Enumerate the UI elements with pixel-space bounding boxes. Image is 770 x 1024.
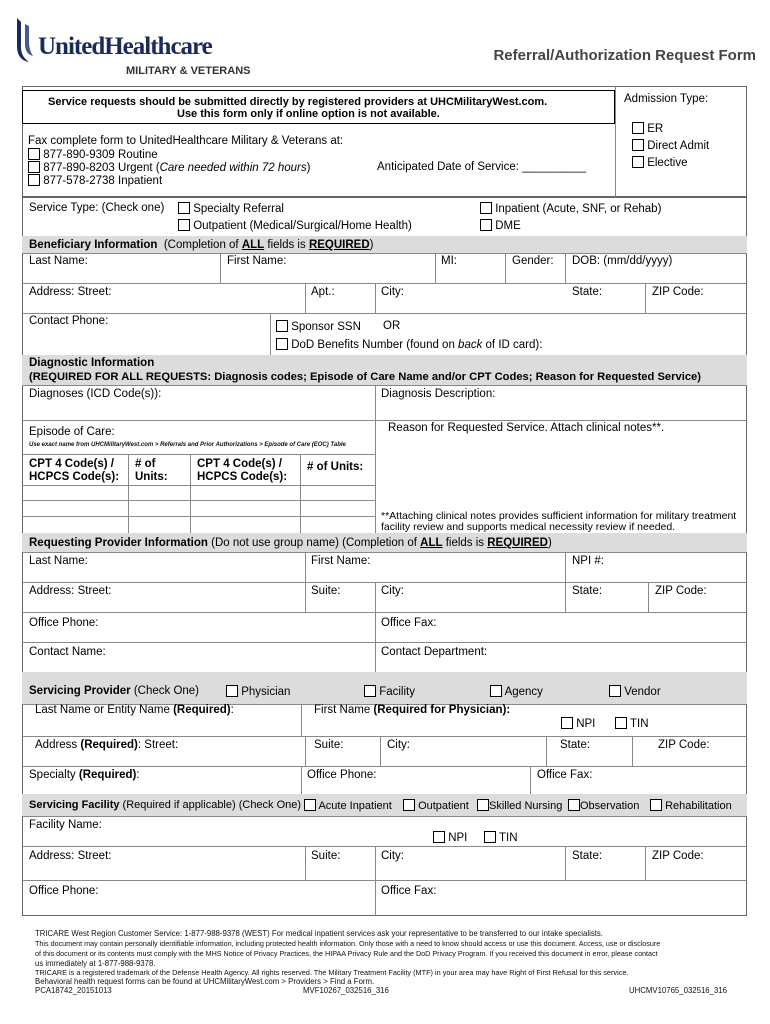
sp-last-name[interactable] [35,704,234,717]
req-a: (Do not use group name) (Completion of [207,537,421,549]
fac-npi[interactable] [433,831,467,845]
routine-checkbox[interactable] [28,148,40,160]
col-line [305,582,306,612]
sp-tin[interactable] [615,717,649,731]
service-type-label: Service Type: (Check one) [29,202,165,214]
col-line [190,454,191,533]
col-line [301,704,302,736]
diagnosis-description[interactable]: Diagnosis Description: [381,388,496,400]
row-line [22,454,375,455]
col-line [648,582,649,612]
sponsor-ssn[interactable] [276,320,361,334]
col-line [375,283,376,313]
req-state[interactable]: State: [572,585,603,597]
outpatient-checkbox[interactable] [178,219,190,231]
col-line [505,253,506,283]
col-line [128,454,129,533]
row-line [22,880,747,881]
col-line [530,766,531,794]
urgent-checkbox[interactable] [28,161,40,173]
urgent-note: Care needed within 72 hours [159,162,307,174]
sp-last-c: : [230,704,234,716]
fax-urgent[interactable] [28,161,310,175]
cpt1-header-a: CPT 4 Code(s) / [29,458,114,470]
req-office-phone[interactable]: Office Phone: [29,617,99,629]
diagnostic-title: Diagnostic Information [29,357,155,369]
fax-inpatient[interactable] [28,174,162,188]
fac-outpatient[interactable] [403,799,469,813]
sp-state[interactable]: State: [560,739,591,751]
col-line [565,582,566,612]
row-line [22,612,747,613]
fac-office-phone[interactable]: Office Phone: [29,885,99,897]
row-line [22,846,747,847]
col-line [435,253,436,283]
col-line [305,552,306,582]
fac-acute[interactable] [304,799,392,813]
inpatient-label: Inpatient (Acute, SNF, or Rehab) [495,203,662,215]
units2-header: # of Units: [307,461,364,473]
outpatient-label: Outpatient (Medical/Surgical/Home Health) [193,220,412,232]
fax-routine[interactable] [28,148,158,162]
sp-spec-a: Specialty [29,769,79,781]
rehab-checkbox[interactable] [650,799,662,811]
sp-vendor[interactable] [609,685,661,699]
inpatient-checkbox[interactable] [480,202,492,214]
direct-admit-label: Direct Admit [647,140,710,152]
fac-rehab[interactable] [650,799,732,813]
servicing-title-text: Servicing Provider [29,685,131,697]
routine-label: 877-890-9309 Routine [43,149,158,161]
fac-npi-label: NPI [448,832,468,844]
attach-note-2: facility review and supports medical necessity review if needed. [381,521,676,533]
col-line [220,253,221,283]
sp-agency[interactable] [490,685,543,699]
row-line [22,816,747,817]
col-line [375,582,376,612]
specialty-label: Specialty Referral [193,203,284,215]
sp-spec-b: (Required) [78,769,137,781]
acute-label: Acute Inpatient [318,800,392,812]
fac-tin[interactable] [484,831,518,845]
row-line [22,552,747,553]
req-c: ) [547,537,552,549]
sp-zip[interactable]: ZIP Code: [658,739,710,751]
physician-label: Physician [241,686,291,698]
er-checkbox[interactable] [632,122,644,134]
sp-physician[interactable] [226,685,290,699]
ben-zip[interactable]: ZIP Code: [652,286,704,298]
diagnostic-subtitle: (REQUIRED FOR ALL REQUESTS: Diagnosis codes; Episode of Care Name and/or CPT Codes; Reason for Requested Service) [29,371,701,383]
ben-mi[interactable]: MI: [441,255,457,267]
specialty-checkbox[interactable] [178,202,190,214]
cpt-row-line [22,516,375,517]
req-required: REQUIRED [487,537,548,549]
ben-city[interactable]: City: [381,286,404,298]
req-zip[interactable]: ZIP Code: [655,585,707,597]
fac-state[interactable]: State: [572,850,603,862]
admission-direct[interactable] [632,139,709,153]
dme-checkbox[interactable] [480,219,492,231]
admission-type-label: Admission Type: [624,93,709,105]
req-suite[interactable]: Suite: [311,585,341,597]
footer-line-2: This document may contain personally identifiable information, including protected health information. Only those with a need to know should access or use this document. Access, use or disclosure [35,939,661,948]
reason-requested[interactable]: Reason for Requested Service. Attach clinical notes**. [388,422,665,434]
footer-code-mid: MVF10267_032516_316 [303,986,389,995]
row-line [22,766,747,767]
fac-address[interactable]: Address: Street: [29,850,112,862]
sp-addr-a: Address [35,739,81,751]
row-line [22,420,747,421]
episode-note: Use exact name from UHCMilitaryWest.com > Referrals and Prior Authorizations > Episode of Care (EOC) Table [29,442,346,448]
dod-b: of ID card): [482,339,543,351]
col-line [546,736,547,766]
inpatient-fax-label: 877-578-2738 Inpatient [43,175,163,187]
rehab-label: Rehabilitation [665,800,732,812]
sp-facility[interactable] [364,685,415,699]
snf-checkbox[interactable] [477,799,489,811]
facility-label: Facility [379,686,415,698]
col-line [300,454,301,533]
united-healthcare-logo-mark [13,16,39,64]
req-a: (Completion of [163,239,242,251]
req-address[interactable]: Address: Street: [29,585,112,597]
sp-first-b: (Required for Physician): [373,704,511,716]
cpt-row-line [22,485,375,486]
col-line [565,846,566,880]
dod-a: DoD Benefits Number (found on [291,339,459,351]
diagnoses-icd[interactable]: Diagnoses (ICD Code(s)): [29,388,162,400]
req-contact-dept[interactable]: Contact Department: [381,646,488,658]
fac-zip[interactable]: ZIP Code: [652,850,704,862]
req-required: REQUIRED [308,239,370,251]
row-line [22,642,747,643]
fac-suite[interactable]: Suite: [311,850,341,862]
sp-npi-checkbox[interactable] [561,717,573,729]
fac-office-fax[interactable]: Office Fax: [381,885,437,897]
admission-divider [615,86,616,198]
facility-checkbox[interactable] [364,685,376,697]
physician-checkbox[interactable] [226,685,238,697]
agency-checkbox[interactable] [490,685,502,697]
footer-code-left: PCA18742_20151013 [35,986,112,995]
row-line [22,582,747,583]
fac-name[interactable]: Facility Name: [29,819,102,831]
logo-subtitle: MILITARY & VETERANS [126,65,251,77]
req-b: fields is [442,537,488,549]
ben-gender[interactable]: Gender: [512,255,554,267]
col-line [565,253,566,283]
footer-line-1: TRICARE West Region Customer Service: 1-877-988-9378 (WEST) For medical inpatient services ask your representative to be transferred to our intake specialists. [35,929,603,938]
sp-suite[interactable]: Suite: [314,739,344,751]
row-line [22,736,747,737]
col-line [301,766,302,794]
ben-phone[interactable]: Contact Phone: [29,315,109,327]
col-line [305,283,306,313]
cpt1-header-b: HCPCS Code(s): [29,471,120,483]
er-label: ER [647,123,664,135]
servicing-check: (Check One) [130,685,200,697]
fac-outpatient-label: Outpatient [418,800,469,812]
observation-label: Observation [580,800,640,812]
footer-code-right: UHCMV10765_032516_316 [629,986,727,995]
req-contact-name[interactable]: Contact Name: [29,646,106,658]
sp-tin-checkbox[interactable] [615,717,627,729]
dod-back: back [458,339,483,351]
units1-header-b: Units: [135,471,168,483]
req-city[interactable]: City: [381,585,404,597]
ben-dob[interactable]: DOB: (mm/dd/yyyy) [572,255,673,267]
row-line [22,283,747,284]
req-last-name[interactable]: Last Name: [29,555,88,567]
col-line [305,736,306,766]
footer-line-3: of this document or its contents must comply with the MHS Notice of Privacy Practices, the HIPAA Privacy Rule and the DoD Privacy Program. If you received this document in error, please contact [35,949,658,958]
logo-wordmark: UnitedHealthcare [38,33,212,60]
col-line [305,846,306,880]
admission-elective[interactable] [632,156,687,170]
requesting-title-text: Requesting Provider Information [29,537,208,549]
cpt2-header-b: HCPCS Code(s): [197,471,288,483]
req-b: fields is [264,239,309,251]
fac-outpatient-checkbox[interactable] [403,799,415,811]
notice-line-2: Use this form only if online option is not available. [177,108,440,120]
urgent-close: ) [306,162,311,174]
vendor-label: Vendor [624,686,661,698]
facility-title-text: Servicing Facility [29,799,120,811]
footer-line-5: TRICARE is a registered trademark of the Defense Health Agency. All rights reserved. The Military Treatment Facility (MTF) in your area may have Right of First Refusal for this service. [35,968,629,977]
col-line [565,552,566,582]
col-line [270,313,271,355]
req-all: ALL [241,239,265,251]
or-label: OR [383,320,401,332]
sponsor-ssn-label: Sponsor SSN [291,321,361,333]
fac-snf[interactable] [477,799,562,813]
sp-specialty[interactable] [29,769,140,782]
beneficiary-title [29,239,373,252]
observation-checkbox[interactable] [568,799,580,811]
sp-addr-c: : Street: [137,739,179,751]
elective-label: Elective [647,157,688,169]
sponsor-ssn-checkbox[interactable] [276,320,288,332]
snf-label: Skilled Nursing [489,800,563,812]
sp-last-b: (Required) [173,704,231,716]
sp-last-a: Last Name or Entity Name [35,704,174,716]
req-c: ) [369,239,374,251]
sp-first-name[interactable] [314,704,510,717]
req-npi[interactable]: NPI #: [572,555,604,567]
footer-line-6: Behavioral health request forms can be found at UHCMilitaryWest.com > Providers > Find a Form. [35,977,375,986]
direct-admit-checkbox[interactable] [632,139,644,151]
col-line [645,846,646,880]
urgent-label: 877-890-8203 Urgent ( [43,162,160,174]
sp-npi-label: NPI [576,718,596,730]
req-first-name[interactable]: First Name: [311,555,371,567]
sp-office-fax[interactable]: Office Fax: [537,769,593,781]
vendor-checkbox[interactable] [609,685,621,697]
fac-npi-checkbox[interactable] [433,831,445,843]
col-line [632,736,633,766]
col-line [375,385,376,533]
fac-observation[interactable] [568,799,639,813]
sp-spec-c: : [136,769,140,781]
sp-address[interactable] [35,739,178,752]
inpatient-fax-checkbox[interactable] [28,174,40,186]
agency-label: Agency [504,686,543,698]
episode-of-care[interactable]: Episode of Care: [29,426,115,438]
outpatient-service[interactable] [178,219,412,233]
inpatient-service[interactable] [480,202,661,216]
units1-header-a: # of [135,458,156,470]
row-line [22,385,747,386]
facility-title [29,799,301,812]
footer-line-4: us immediately at 1-877-988-9378. [35,959,156,968]
row-line [22,253,747,254]
fac-tin-label: TIN [499,832,518,844]
sp-first-a: First Name [314,704,374,716]
ben-first-name[interactable]: First Name: [227,255,287,267]
sp-npi[interactable] [561,717,595,731]
col-line [375,846,376,916]
ben-address[interactable]: Address: Street: [29,286,112,298]
acute-checkbox[interactable] [304,799,316,811]
sp-addr-b: (Required) [80,739,138,751]
req-all: ALL [420,537,443,549]
specialty-referral[interactable] [178,202,284,216]
ben-apt[interactable]: Apt.: [311,286,335,298]
req-office-fax[interactable]: Office Fax: [381,617,437,629]
dme-label: DME [495,220,521,232]
fax-intro: Fax complete form to UnitedHealthcare Military & Veterans at: [28,135,344,147]
cpt2-header-a: CPT 4 Code(s) / [197,458,282,470]
dme-service[interactable] [480,219,521,233]
attach-note-1: **Attaching clinical notes provides sufficient information for military treatment [381,510,737,522]
ben-last-name[interactable]: Last Name: [29,255,88,267]
form-title: Referral/Authorization Request Form [493,47,756,64]
sp-office-phone[interactable]: Office Phone: [307,769,377,781]
servicing-title [29,685,199,698]
row-line [22,313,747,314]
anticipated-date[interactable]: Anticipated Date of Service: __________ [377,161,587,173]
dod-benefits[interactable] [276,338,542,352]
cpt-row-line [22,500,375,501]
requesting-title [29,537,552,550]
beneficiary-title-text: Beneficiary Information [29,239,158,251]
fac-tin-checkbox[interactable] [484,831,496,843]
fac-city[interactable]: City: [381,850,404,862]
col-line [380,736,381,766]
facility-note: (Required if applicable) (Check One) [119,799,302,811]
sp-tin-label: TIN [630,718,649,730]
notice-line-1: Service requests should be submitted directly by registered providers at UHCMilitaryWest.com. [48,96,548,108]
elective-checkbox[interactable] [632,156,644,168]
sp-city[interactable]: City: [387,739,410,751]
dod-checkbox[interactable] [276,338,288,350]
col-line [645,283,646,313]
ben-state[interactable]: State: [572,286,603,298]
admission-er[interactable] [632,122,663,136]
